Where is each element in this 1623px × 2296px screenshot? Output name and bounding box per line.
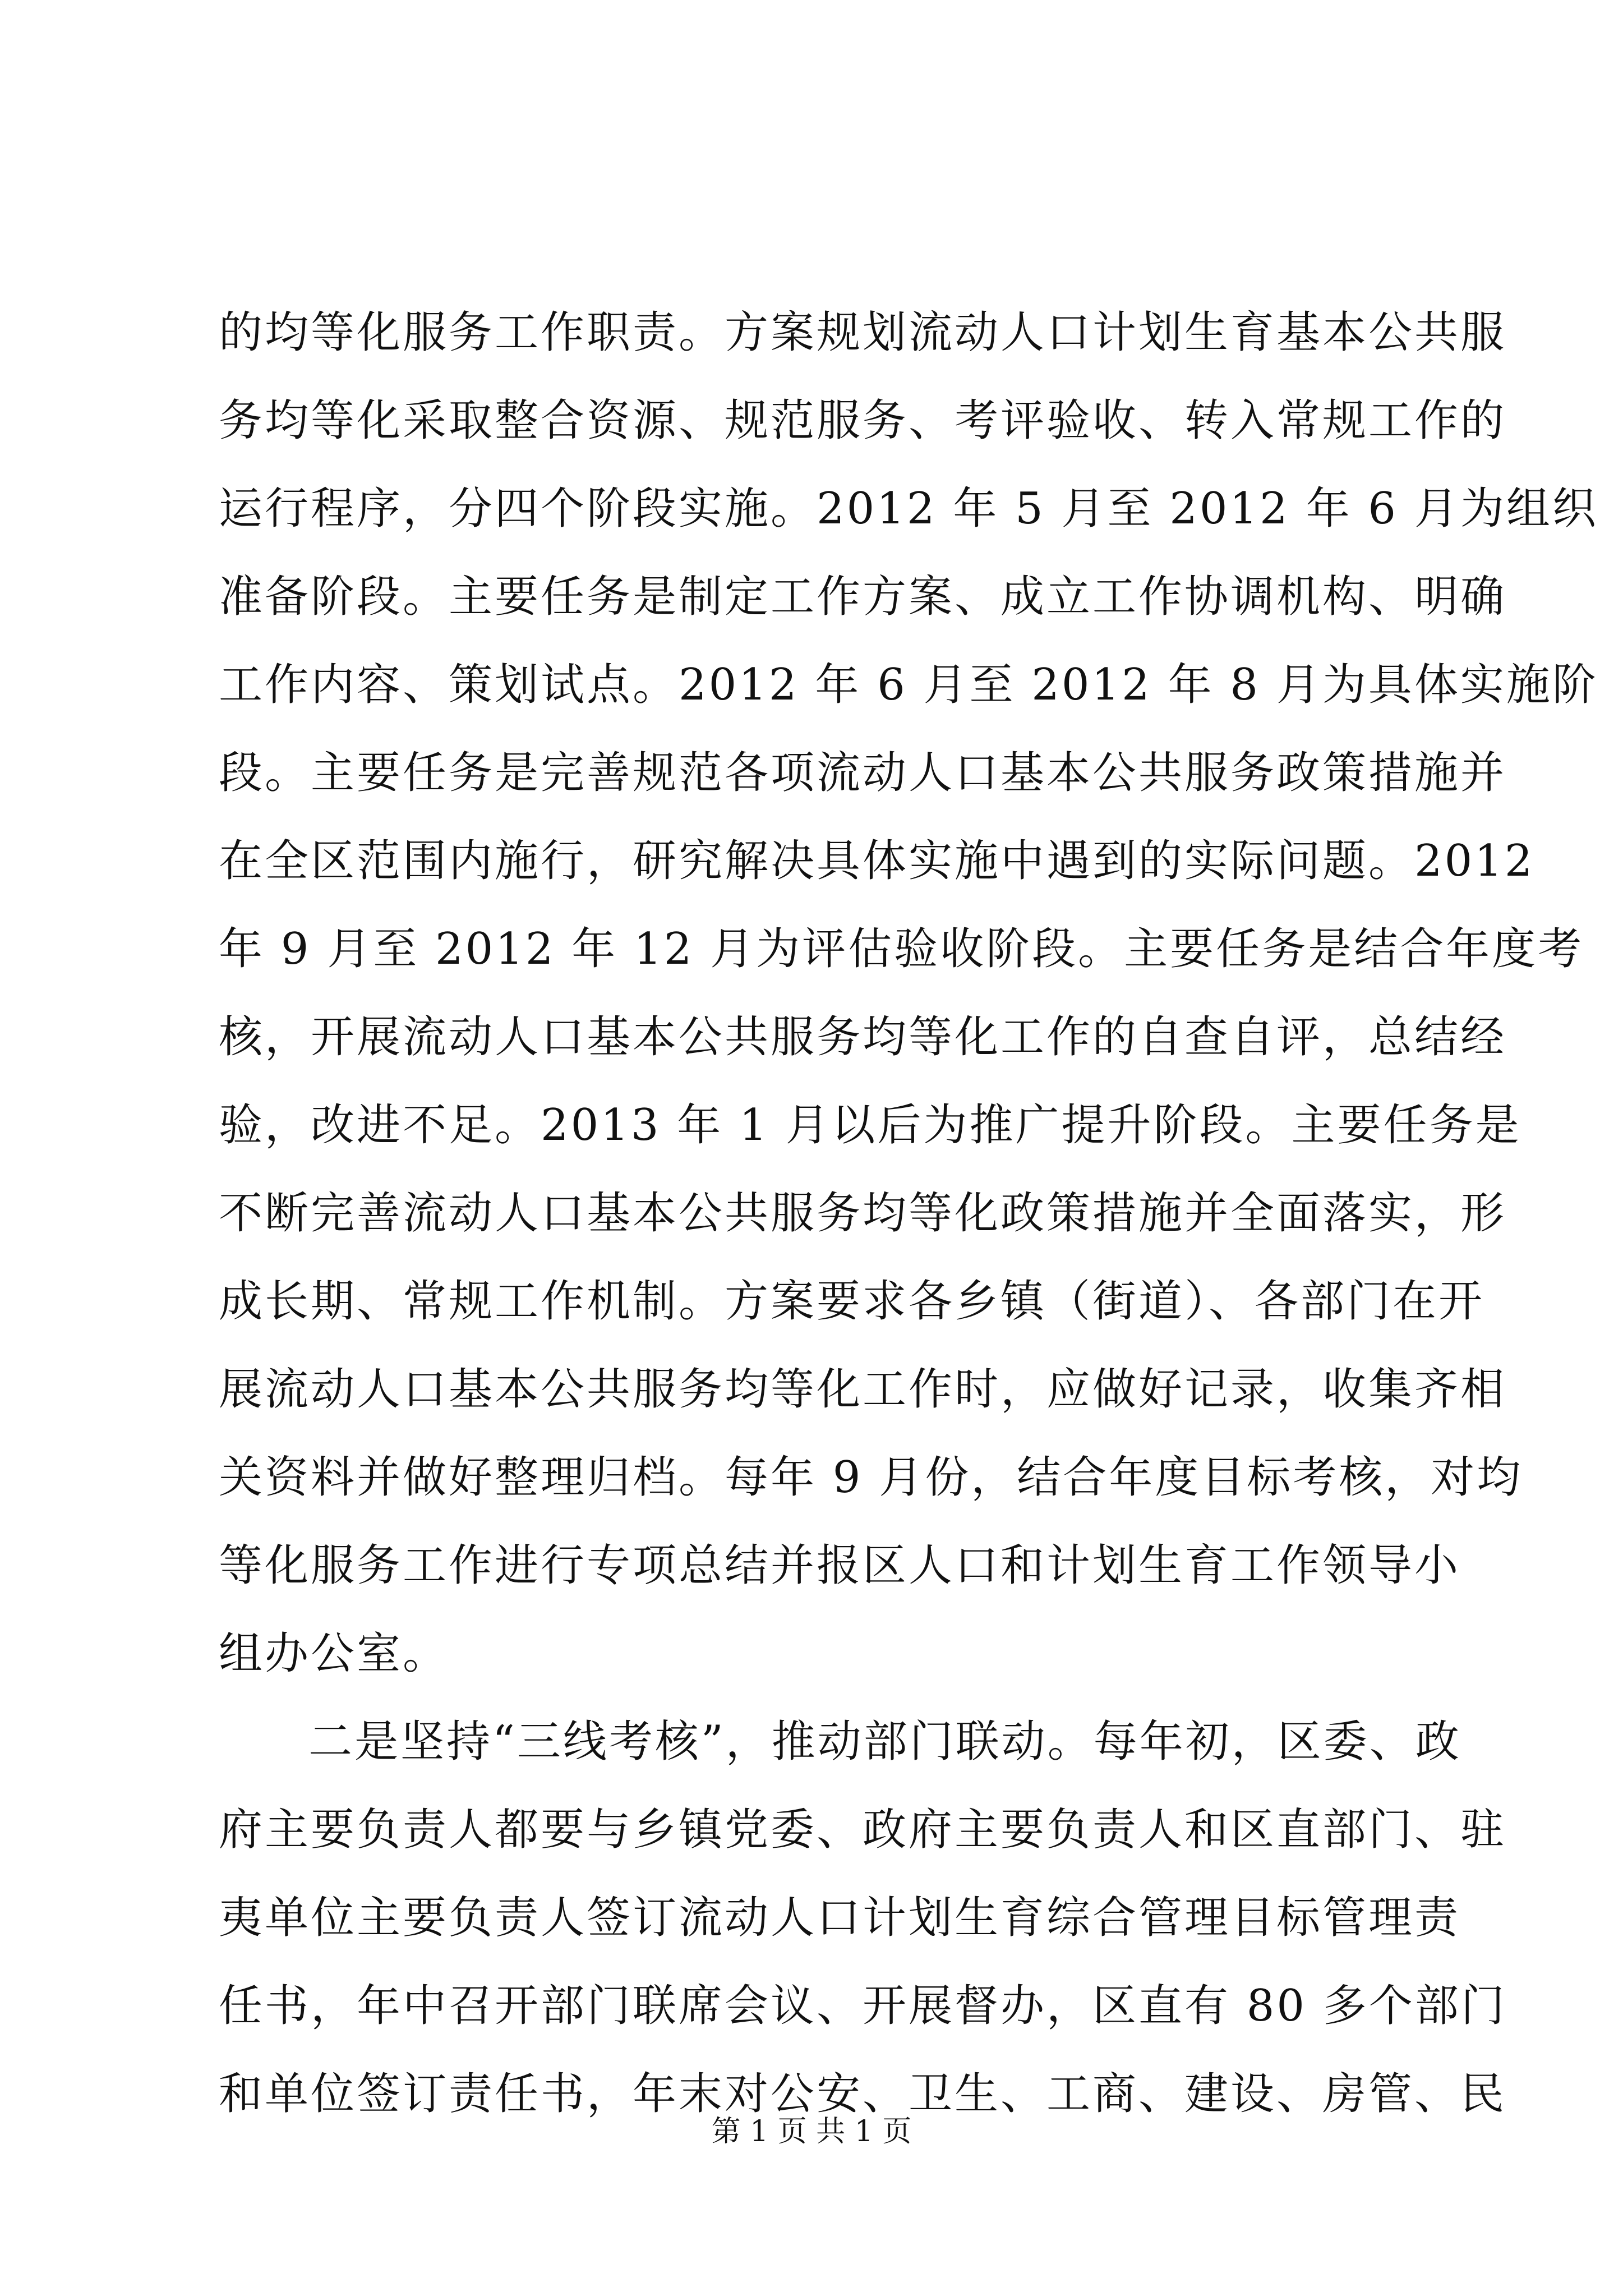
text-line: 等化服务工作进行专项总结并报区人口和计划生育工作领导小 bbox=[219, 1540, 1461, 1591]
text-line: 的均等化服务工作职责。方案规划流动人口计划生育基本公共服 bbox=[219, 307, 1507, 358]
text-line: 府主要负责人都要与乡镇党委、政府主要负责人和区直部门、驻 bbox=[219, 1805, 1507, 1855]
text-line: 年 9 月至 2012 年 12 月为评估验收阶段。主要任务是结合年度考 bbox=[219, 924, 1584, 974]
text-line: 关资料并做好整理归档。每年 9 月份，结合年度目标考核，对均 bbox=[219, 1452, 1523, 1503]
text-line: 核，开展流动人口基本公共服务均等化工作的自查自评，总结经 bbox=[219, 1012, 1507, 1062]
text-line: 夷单位主要负责人签订流动人口计划生育综合管理目标管理责 bbox=[219, 1893, 1461, 1943]
text-line: 段。主要任务是完善规范各项流动人口基本公共服务政策措施并 bbox=[219, 748, 1507, 798]
text-line: 运行程序，分四个阶段实施。2012 年 5 月至 2012 年 6 月为组织 bbox=[219, 484, 1598, 534]
text-line: 工作内容、策划试点。2012 年 6 月至 2012 年 8 月为具体实施阶 bbox=[219, 660, 1598, 710]
text-line: 务均等化采取整合资源、规范服务、考评验收、转入常规工作的 bbox=[219, 395, 1507, 446]
page-footer: 第 1 页 共 1 页 bbox=[711, 2115, 912, 2148]
text-line: 验，改进不足。2013 年 1 月以后为推广提升阶段。主要任务是 bbox=[219, 1100, 1521, 1151]
body-text bbox=[219, 289, 1598, 2138]
text-line: 组办公室。 bbox=[219, 1628, 449, 1679]
text-line: 展流动人口基本公共服务均等化工作时，应做好记录，收集齐相 bbox=[219, 1364, 1507, 1415]
text-line: 成长期、常规工作机制。方案要求各乡镇（街道）、各部门在开 bbox=[219, 1276, 1485, 1327]
text-line: 在全区范围内施行，研究解决具体实施中遇到的实际问题。2012 bbox=[219, 836, 1535, 886]
paragraph-first-line: 二是坚持“三线考核”，推动部门联动。每年初，区委、政 bbox=[308, 1717, 1461, 1767]
text-line: 和单位签订责任书，年末对公安、卫生、工商、建设、房管、民 bbox=[219, 2069, 1507, 2119]
text-line: 不断完善流动人口基本公共服务均等化政策措施并全面落实，形 bbox=[219, 1188, 1507, 1239]
text-line: 准备阶段。主要任务是制定工作方案、成立工作协调机构、明确 bbox=[219, 572, 1507, 622]
text-line: 任书，年中召开部门联席会议、开展督办，区直有 80 多个部门 bbox=[219, 1981, 1507, 2031]
